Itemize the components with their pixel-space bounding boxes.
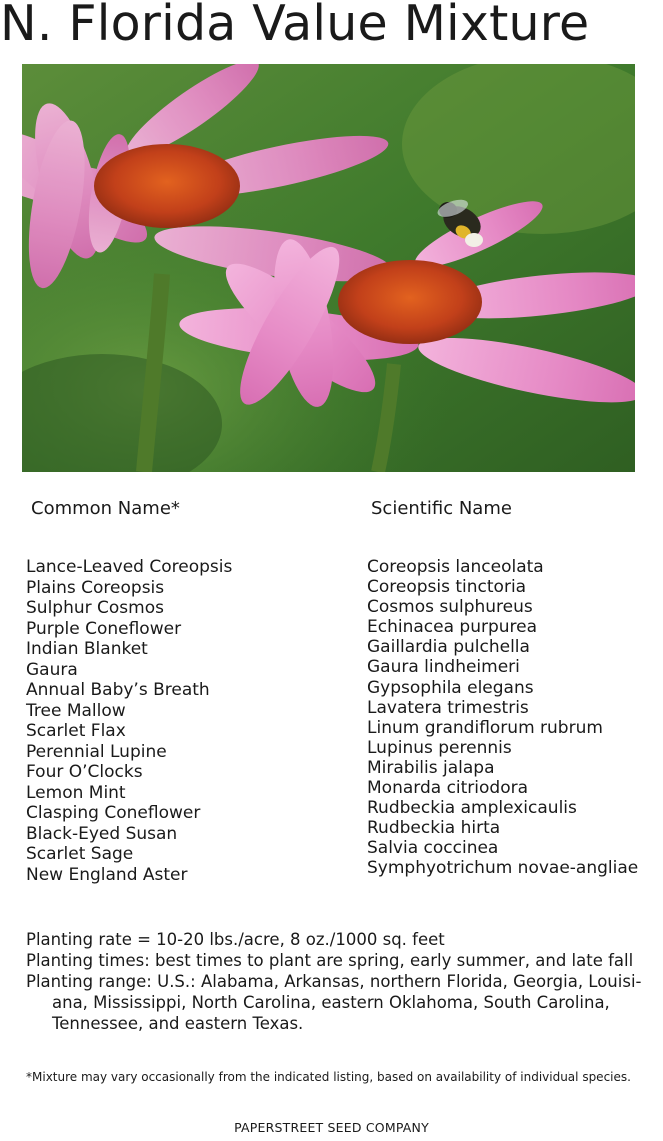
common-name-item: Four O’Clocks (26, 762, 143, 782)
scientific-name-item: Coreopsis tinctoria (367, 577, 527, 598)
scientific-name-item: Coreopsis lanceolata (367, 557, 544, 577)
common-name-item: Lance-Leaved Coreopsis (26, 557, 233, 577)
common-name-item: Scarlet Flax (26, 721, 126, 741)
flower-photo (22, 64, 635, 472)
common-name-item: Perennial Lupine (26, 741, 167, 762)
common-name-item: Sulphur Cosmos (26, 598, 164, 618)
common-name-item: Black-Eyed Susan (26, 823, 178, 844)
scientific-name-item: Monarda citriodora (367, 778, 529, 799)
scientific-name-item: Lupinus perennis (367, 737, 512, 758)
scientific-name-item: Rudbeckia hirta (367, 818, 501, 839)
scientific-name-item: Cosmos sulphureus (367, 597, 533, 618)
common-name-item: Indian Blanket (26, 639, 148, 659)
common-name-item: New England Aster (26, 864, 188, 885)
common-name-list (26, 557, 232, 885)
scientific-name-list (367, 557, 638, 879)
common-name-item: Annual Baby’s Breath (26, 680, 210, 700)
scientific-name-item: Linum grandiflorum rubrum (367, 717, 603, 738)
planting-range: Planting range: U.S.: Alabama, Arkansas, northern Florida, Georgia, Louisi-ana, Mississippi, North Carolina, eastern Oklahoma, South Carolina, Tennessee, and eastern Texas. (26, 972, 642, 1033)
scientific-name-item: Salvia coccinea (367, 838, 499, 859)
scientific-name-item: Gypsophila elegans (367, 677, 534, 698)
scientific-name-item: Gaillardia pulchella (367, 637, 530, 658)
common-name-item: Clasping Coneflower (26, 803, 201, 823)
page-title: N. Florida Value Mixture (0, 0, 590, 52)
scientific-name-item: Rudbeckia amplexicaulis (367, 798, 577, 819)
common-name-item: Gaura (26, 659, 78, 680)
scientific-name-item: Symphyotrichum novae-angliae (367, 858, 639, 879)
common-name-item: Purple Coneflower (26, 618, 182, 639)
scientific-name-header: Scientific Name (371, 498, 512, 519)
common-name-item: Plains Coreopsis (26, 577, 165, 598)
common-name-item: Tree Mallow (26, 700, 126, 721)
planting-rate: Planting rate = 10-20 lbs./acre, 8 oz./1000 sq. feet (26, 930, 445, 949)
company-name: PAPERSTREET SEED COMPANY (234, 1120, 429, 1135)
common-name-item: Scarlet Sage (26, 844, 134, 864)
availability-footnote: *Mixture may vary occasionally from the indicated listing, based on availability of individual species. (26, 1070, 631, 1084)
common-name-header: Common Name* (31, 498, 180, 519)
scientific-name-item: Mirabilis jalapa (367, 757, 495, 778)
planting-times: Planting times: best times to plant are spring, early summer, and late fall (26, 951, 634, 970)
scientific-name-item: Echinacea purpurea (367, 617, 538, 638)
planting-info (26, 929, 658, 1034)
scientific-name-item: Gaura lindheimeri (367, 657, 520, 678)
scientific-name-item: Lavatera trimestris (367, 697, 529, 718)
common-name-item: Lemon Mint (26, 782, 126, 803)
